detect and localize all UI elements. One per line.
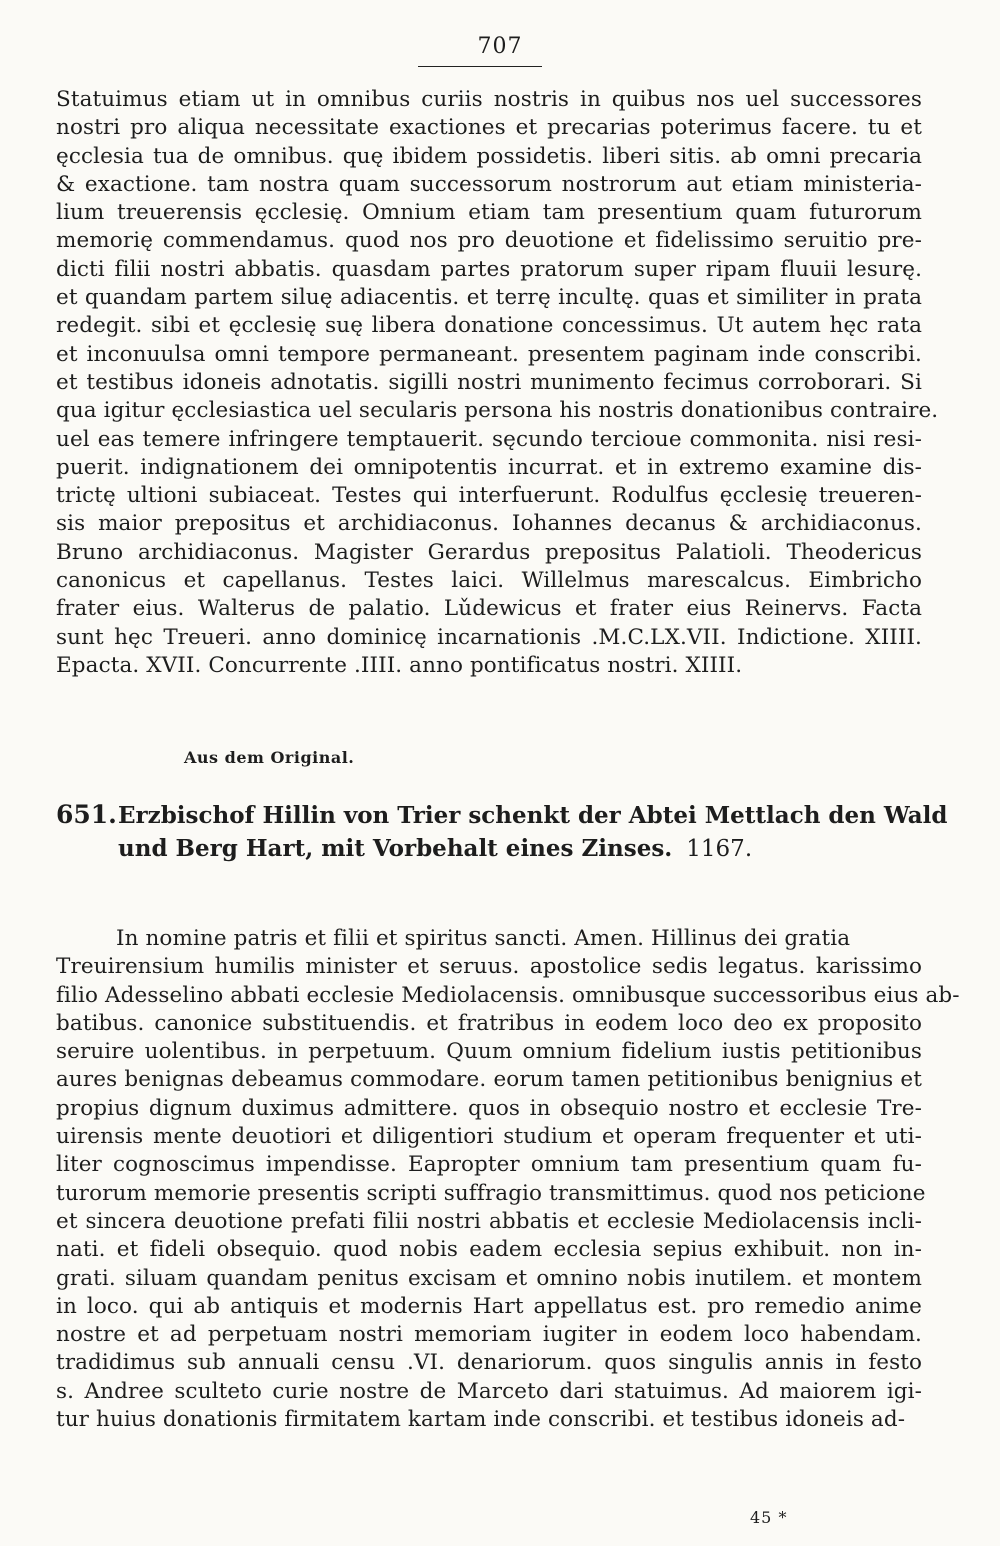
text-line: redegit. sibi et ęcclesię suę libera donatione concessimus. Ut autem hęc rata bbox=[56, 313, 922, 339]
text-line: tur huius donationis firmitatem kartam inde conscribi. et testibus idoneis ad- bbox=[56, 1407, 906, 1433]
text-line: frater eius. Walterus de palatio. Lǔdewicus et frater eius Reinervs. Facta bbox=[56, 596, 922, 622]
text-line: in loco. qui ab antiquis et modernis Hart appellatus est. pro remedio anime bbox=[56, 1293, 922, 1319]
document-year: 1167. bbox=[686, 836, 753, 862]
text-line: puerit. indignationem dei omnipotentis incurrat. et in extremo examine dis- bbox=[56, 454, 922, 480]
charter-651-text bbox=[56, 925, 960, 1434]
text-line: uel eas temere infringere temptauerit. sęcundo tercioue commonita. nisi resi- bbox=[56, 426, 922, 452]
text-line: et sincera deuotione prefati filii nostri abbatis et ecclesie Mediolacensis incli- bbox=[56, 1208, 922, 1234]
page-number: 707 bbox=[477, 34, 523, 59]
text-line: uirensis mente deuotiori et diligentiori studium et operam frequenter et uti- bbox=[56, 1124, 922, 1150]
text-line: sis maior prepositus et archidiaconus. Iohannes decanus & archidiaconus. bbox=[56, 511, 922, 537]
text-line: et quandam partem siluę adiacentis. et terrę incultę. quas et similiter in prata bbox=[56, 285, 922, 311]
text-line: liter cognoscimus impendisse. Eapropter omnium tam presentium quam fu- bbox=[56, 1152, 922, 1178]
text-line: dicti filii nostri abbatis. quasdam partes pratorum super ripam fluuii lesurę. bbox=[56, 256, 922, 282]
text-line: sunt hęc Treueri. anno dominicę incarnationis .M.C.LX.VII. Indictione. XIIII. bbox=[56, 624, 922, 650]
text-line: grati. siluam quandam penitus excisam et omnino nobis inutilem. et montem bbox=[56, 1265, 922, 1291]
text-line: trictę ultioni subiaceat. Testes qui interfuerunt. Rodulfus ęcclesię treueren- bbox=[56, 483, 922, 509]
text-line: memorię commendamus. quod nos pro deuotione et fidelissimo seruitio pre- bbox=[56, 228, 922, 254]
document-651-heading bbox=[56, 798, 948, 866]
text-line: aures benignas debeamus commodare. eorum tamen petitionibus benignius et bbox=[56, 1067, 922, 1093]
text-line: lium treuerensis ęcclesię. Omnium etiam tam presentium quam futurorum bbox=[56, 200, 922, 226]
text-line: tradidimus sub annuali censu .VI. denariorum. quos singulis annis in festo bbox=[56, 1350, 922, 1376]
text-line: canonicus et capellanus. Testes laici. Willelmus marescalcus. Eimbricho bbox=[56, 568, 922, 594]
text-line: et inconuulsa omni tempore permaneant. presentem paginam inde conscribi. bbox=[56, 341, 922, 367]
text-line: s. Andree sculteto curie nostre de Marceto dari statuimus. Ad maiorem igi- bbox=[56, 1378, 922, 1404]
text-line: ęcclesia tua de omnibus. quę ibidem possidetis. liberi sitis. ab omni precaria bbox=[56, 143, 922, 169]
text-line: Treuirensium humilis minister et seruus. apostolice sedis legatus. karissimo bbox=[56, 954, 922, 980]
page-signature-mark: 45 * bbox=[750, 1508, 788, 1527]
text-line: qua igitur ęcclesiastica uel secularis persona his nostris donationibus contraire. bbox=[56, 398, 939, 424]
source-note: Aus dem Original. bbox=[184, 748, 355, 767]
text-line: seruire uolentibus. in perpetuum. Quum omnium fidelium iustis petitionibus bbox=[56, 1039, 922, 1065]
text-line: turorum memorie presentis scripti suffragio transmittimus. quod nos peticione bbox=[56, 1180, 926, 1206]
text-line: Statuimus etiam ut in omnibus curiis nostris in quibus nos uel successores bbox=[56, 87, 922, 112]
page-number-rule bbox=[418, 66, 542, 67]
document-title-line-2: und Berg Hart, mit Vorbehalt eines Zinses. bbox=[118, 835, 673, 862]
text-line: nostri pro aliqua necessitate exactiones et precarias poterimus facere. tu et bbox=[56, 115, 922, 141]
document-number: 651. bbox=[56, 800, 117, 829]
text-line: propius dignum duximus admittere. quos in obsequio nostro et ecclesie Tre- bbox=[56, 1095, 922, 1121]
text-line: nostre et ad perpetuam nostri memoriam iugiter in eodem loco habendam. bbox=[56, 1322, 922, 1348]
heading-line-1 bbox=[56, 798, 948, 832]
text-line: Epacta. XVII. Concurrente .IIII. anno pontificatus nostri. XIIII. bbox=[56, 652, 743, 678]
text-line: In nomine patris et filii et spiritus sancti. Amen. Hillinus dei gratia bbox=[116, 926, 851, 951]
charter-650-text bbox=[56, 86, 939, 680]
text-line: & exactione. tam nostra quam successorum nostrorum aut etiam ministeria- bbox=[56, 171, 922, 197]
text-line: nati. et fideli obsequio. quod nobis eadem ecclesia sepius exhibuit. non in- bbox=[56, 1237, 922, 1263]
text-line: filio Adesselino abbati ecclesie Mediolacensis. omnibusque successoribus eius ab- bbox=[56, 982, 960, 1008]
document-title-line-1: Erzbischof Hillin von Trier schenkt der Abtei Mettlach den Wald bbox=[118, 802, 948, 829]
text-line: Bruno archidiaconus. Magister Gerardus prepositus Palatioli. Theodericus bbox=[56, 539, 922, 565]
text-line: et testibus idoneis adnotatis. sigilli nostri munimento fecimus corroborari. Si bbox=[56, 369, 922, 395]
text-line: batibus. canonice substituendis. et fratribus in eodem loco deo ex proposito bbox=[56, 1010, 922, 1036]
heading-line-2 bbox=[56, 832, 936, 866]
